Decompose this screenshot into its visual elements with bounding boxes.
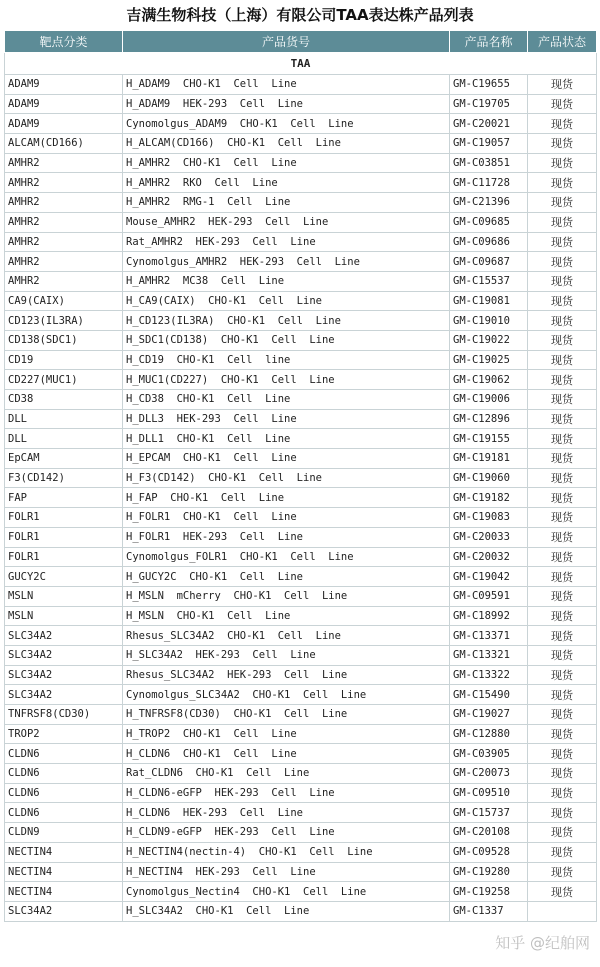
cell-product: H_AMHR2 MC38 Cell Line bbox=[123, 271, 450, 291]
cell-status: 现货 bbox=[528, 291, 597, 311]
cell-target: CD38 bbox=[5, 390, 123, 410]
cell-status: 现货 bbox=[528, 94, 597, 114]
cell-product: H_AMHR2 RMG-1 Cell Line bbox=[123, 193, 450, 213]
cell-code: GM-C19006 bbox=[450, 390, 528, 410]
cell-product: H_CLDN6 HEK-293 Cell Line bbox=[123, 803, 450, 823]
cell-product: H_F3(CD142) CHO-K1 Cell Line bbox=[123, 468, 450, 488]
cell-target: CLDN6 bbox=[5, 764, 123, 784]
product-table bbox=[4, 30, 597, 922]
cell-product: H_CLDN6-eGFP HEK-293 Cell Line bbox=[123, 783, 450, 803]
table-row bbox=[5, 626, 597, 646]
cell-target: SLC34A2 bbox=[5, 901, 123, 921]
cell-product: H_CD123(IL3RA) CHO-K1 Cell Line bbox=[123, 311, 450, 331]
cell-status: 现货 bbox=[528, 429, 597, 449]
cell-target: CD123(IL3RA) bbox=[5, 311, 123, 331]
cell-product: H_TROP2 CHO-K1 Cell Line bbox=[123, 724, 450, 744]
cell-code: GM-C03851 bbox=[450, 153, 528, 173]
table-row bbox=[5, 173, 597, 193]
cell-target: DLL bbox=[5, 409, 123, 429]
cell-target: DLL bbox=[5, 429, 123, 449]
cell-code: GM-C18992 bbox=[450, 606, 528, 626]
cell-status: 现货 bbox=[528, 330, 597, 350]
cell-product: Cynomolgus_AMHR2 HEK-293 Cell Line bbox=[123, 252, 450, 272]
cell-code: GM-C12896 bbox=[450, 409, 528, 429]
cell-product: Cynomolgus_ADAM9 CHO-K1 Cell Line bbox=[123, 114, 450, 134]
cell-code: GM-C13371 bbox=[450, 626, 528, 646]
cell-target: FOLR1 bbox=[5, 527, 123, 547]
cell-target: AMHR2 bbox=[5, 173, 123, 193]
table-row bbox=[5, 606, 597, 626]
cell-product: H_DLL3 HEK-293 Cell Line bbox=[123, 409, 450, 429]
cell-status: 现货 bbox=[528, 350, 597, 370]
cell-product: H_SDC1(CD138) CHO-K1 Cell Line bbox=[123, 330, 450, 350]
cell-status: 现货 bbox=[528, 586, 597, 606]
cell-product: H_ADAM9 CHO-K1 Cell Line bbox=[123, 75, 450, 95]
cell-status: 现货 bbox=[528, 744, 597, 764]
cell-code: GM-C12880 bbox=[450, 724, 528, 744]
cell-code: GM-C19025 bbox=[450, 350, 528, 370]
cell-target: FOLR1 bbox=[5, 508, 123, 528]
cell-code: GM-C21396 bbox=[450, 193, 528, 213]
cell-product: H_CD38 CHO-K1 Cell Line bbox=[123, 390, 450, 410]
cell-product: H_AMHR2 RKO Cell Line bbox=[123, 173, 450, 193]
cell-code: GM-C09528 bbox=[450, 842, 528, 862]
cell-status: 现货 bbox=[528, 803, 597, 823]
cell-product: Cynomolgus_Nectin4 CHO-K1 Cell Line bbox=[123, 882, 450, 902]
table-row bbox=[5, 882, 597, 902]
cell-target: FOLR1 bbox=[5, 547, 123, 567]
cell-target: TROP2 bbox=[5, 724, 123, 744]
cell-code: GM-C19258 bbox=[450, 882, 528, 902]
cell-code: GM-C19083 bbox=[450, 508, 528, 528]
cell-status: 现货 bbox=[528, 626, 597, 646]
cell-code: GM-C11728 bbox=[450, 173, 528, 193]
cell-status: 现货 bbox=[528, 783, 597, 803]
cell-code: GM-C15537 bbox=[450, 271, 528, 291]
table-row bbox=[5, 783, 597, 803]
cell-product: H_FOLR1 HEK-293 Cell Line bbox=[123, 527, 450, 547]
table-row bbox=[5, 370, 597, 390]
table-row bbox=[5, 665, 597, 685]
cell-code: GM-C13321 bbox=[450, 645, 528, 665]
cell-code: GM-C15490 bbox=[450, 685, 528, 705]
table-row bbox=[5, 94, 597, 114]
cell-status: 现货 bbox=[528, 665, 597, 685]
cell-code: GM-C19280 bbox=[450, 862, 528, 882]
cell-product: Cynomolgus_SLC34A2 CHO-K1 Cell Line bbox=[123, 685, 450, 705]
cell-code: GM-C20033 bbox=[450, 527, 528, 547]
cell-product: H_MSLN mCherry CHO-K1 Cell Line bbox=[123, 586, 450, 606]
table-row bbox=[5, 311, 597, 331]
table-row bbox=[5, 567, 597, 587]
cell-status: 现货 bbox=[528, 409, 597, 429]
table-row bbox=[5, 724, 597, 744]
cell-target: CLDN6 bbox=[5, 803, 123, 823]
table-row bbox=[5, 114, 597, 134]
cell-status: 现货 bbox=[528, 114, 597, 134]
table-row bbox=[5, 390, 597, 410]
cell-target: AMHR2 bbox=[5, 232, 123, 252]
table-row bbox=[5, 212, 597, 232]
cell-code: GM-C20032 bbox=[450, 547, 528, 567]
table-row bbox=[5, 862, 597, 882]
cell-target: NECTIN4 bbox=[5, 882, 123, 902]
cell-target: CD19 bbox=[5, 350, 123, 370]
cell-code: GM-C09686 bbox=[450, 232, 528, 252]
cell-product: H_CD19 CHO-K1 Cell line bbox=[123, 350, 450, 370]
cell-status: 现货 bbox=[528, 311, 597, 331]
cell-product: H_MUC1(CD227) CHO-K1 Cell Line bbox=[123, 370, 450, 390]
watermark: 知乎 @纪舶网 bbox=[495, 934, 590, 952]
cell-status: 现货 bbox=[528, 823, 597, 843]
section-label: TAA bbox=[5, 53, 597, 75]
cell-code: GM-C19182 bbox=[450, 488, 528, 508]
cell-status: 现货 bbox=[528, 193, 597, 213]
cell-code: GM-C19027 bbox=[450, 705, 528, 725]
cell-target: F3(CD142) bbox=[5, 468, 123, 488]
cell-target: GUCY2C bbox=[5, 567, 123, 587]
cell-product: H_CA9(CAIX) CHO-K1 Cell Line bbox=[123, 291, 450, 311]
cell-product: H_EPCAM CHO-K1 Cell Line bbox=[123, 449, 450, 469]
cell-target: AMHR2 bbox=[5, 153, 123, 173]
cell-code: GM-C19705 bbox=[450, 94, 528, 114]
cell-target: CLDN9 bbox=[5, 823, 123, 843]
cell-status: 现货 bbox=[528, 724, 597, 744]
cell-product: H_SLC34A2 CHO-K1 Cell Line bbox=[123, 901, 450, 921]
table-row bbox=[5, 153, 597, 173]
cell-target: MSLN bbox=[5, 586, 123, 606]
table-row bbox=[5, 429, 597, 449]
table-row bbox=[5, 134, 597, 154]
cell-status: 现货 bbox=[528, 527, 597, 547]
cell-status: 现货 bbox=[528, 173, 597, 193]
cell-status: 现货 bbox=[528, 212, 597, 232]
table-row bbox=[5, 685, 597, 705]
cell-product: H_MSLN CHO-K1 Cell Line bbox=[123, 606, 450, 626]
cell-code: GM-C09591 bbox=[450, 586, 528, 606]
cell-code: GM-C19057 bbox=[450, 134, 528, 154]
table-row bbox=[5, 508, 597, 528]
cell-code: GM-C19155 bbox=[450, 429, 528, 449]
cell-code: GM-C09687 bbox=[450, 252, 528, 272]
cell-product: Mouse_AMHR2 HEK-293 Cell Line bbox=[123, 212, 450, 232]
cell-status: 现货 bbox=[528, 685, 597, 705]
cell-product: H_FAP CHO-K1 Cell Line bbox=[123, 488, 450, 508]
table-row bbox=[5, 547, 597, 567]
cell-status: 现货 bbox=[528, 567, 597, 587]
cell-status: 现货 bbox=[528, 390, 597, 410]
cell-code: GM-C09510 bbox=[450, 783, 528, 803]
cell-status: 现货 bbox=[528, 606, 597, 626]
cell-code: GM-C19060 bbox=[450, 468, 528, 488]
cell-target: SLC34A2 bbox=[5, 645, 123, 665]
cell-target: ALCAM(CD166) bbox=[5, 134, 123, 154]
table-row bbox=[5, 449, 597, 469]
cell-status: 现货 bbox=[528, 370, 597, 390]
cell-product: Rhesus_SLC34A2 CHO-K1 Cell Line bbox=[123, 626, 450, 646]
cell-status: 现货 bbox=[528, 862, 597, 882]
table-row bbox=[5, 764, 597, 784]
cell-code: GM-C19081 bbox=[450, 291, 528, 311]
table-row bbox=[5, 803, 597, 823]
cell-status: 现货 bbox=[528, 449, 597, 469]
cell-code: GM-C13322 bbox=[450, 665, 528, 685]
cell-target: ADAM9 bbox=[5, 94, 123, 114]
cell-code: GM-C20108 bbox=[450, 823, 528, 843]
table-row bbox=[5, 705, 597, 725]
cell-status: 现货 bbox=[528, 645, 597, 665]
cell-product: H_NECTIN4(nectin-4) CHO-K1 Cell Line bbox=[123, 842, 450, 862]
cell-code: GM-C19062 bbox=[450, 370, 528, 390]
cell-code: GM-C19010 bbox=[450, 311, 528, 331]
header-product-status: 产品状态 bbox=[528, 31, 597, 53]
table-row bbox=[5, 271, 597, 291]
header-product-sku: 产品货号 bbox=[123, 31, 450, 53]
table-row bbox=[5, 193, 597, 213]
cell-target: AMHR2 bbox=[5, 271, 123, 291]
cell-target: AMHR2 bbox=[5, 193, 123, 213]
cell-code: GM-C19042 bbox=[450, 567, 528, 587]
cell-status: 现货 bbox=[528, 508, 597, 528]
cell-status: 现货 bbox=[528, 153, 597, 173]
cell-status: 现货 bbox=[528, 271, 597, 291]
table-row bbox=[5, 842, 597, 862]
cell-code: GM-C15737 bbox=[450, 803, 528, 823]
header-product-name: 产品名称 bbox=[450, 31, 528, 53]
cell-code: GM-C20073 bbox=[450, 764, 528, 784]
cell-code: GM-C03905 bbox=[450, 744, 528, 764]
cell-target: NECTIN4 bbox=[5, 842, 123, 862]
cell-target: CD138(SDC1) bbox=[5, 330, 123, 350]
cell-target: ADAM9 bbox=[5, 75, 123, 95]
cell-product: H_ALCAM(CD166) CHO-K1 Cell Line bbox=[123, 134, 450, 154]
cell-target: FAP bbox=[5, 488, 123, 508]
cell-target: CLDN6 bbox=[5, 783, 123, 803]
cell-product: Rat_AMHR2 HEK-293 Cell Line bbox=[123, 232, 450, 252]
cell-status: 现货 bbox=[528, 547, 597, 567]
cell-product: H_CLDN9-eGFP HEK-293 Cell Line bbox=[123, 823, 450, 843]
cell-product: Rhesus_SLC34A2 HEK-293 Cell Line bbox=[123, 665, 450, 685]
cell-target: MSLN bbox=[5, 606, 123, 626]
table-row bbox=[5, 409, 597, 429]
table-row bbox=[5, 645, 597, 665]
cell-product: H_TNFRSF8(CD30) CHO-K1 Cell Line bbox=[123, 705, 450, 725]
cell-status: 现货 bbox=[528, 232, 597, 252]
cell-product: H_FOLR1 CHO-K1 Cell Line bbox=[123, 508, 450, 528]
table-row bbox=[5, 586, 597, 606]
cell-product: H_GUCY2C CHO-K1 Cell Line bbox=[123, 567, 450, 587]
cell-status: 现货 bbox=[528, 75, 597, 95]
cell-code: GM-C1337 bbox=[450, 901, 528, 921]
cell-status: 现货 bbox=[528, 468, 597, 488]
cell-product: H_NECTIN4 HEK-293 Cell Line bbox=[123, 862, 450, 882]
table-row bbox=[5, 823, 597, 843]
cell-product: H_AMHR2 CHO-K1 Cell Line bbox=[123, 153, 450, 173]
table-row bbox=[5, 488, 597, 508]
cell-target: CD227(MUC1) bbox=[5, 370, 123, 390]
cell-code: GM-C19655 bbox=[450, 75, 528, 95]
cell-target: CA9(CAIX) bbox=[5, 291, 123, 311]
cell-product: H_CLDN6 CHO-K1 Cell Line bbox=[123, 744, 450, 764]
cell-target: EpCAM bbox=[5, 449, 123, 469]
cell-status: 现货 bbox=[528, 134, 597, 154]
cell-code: GM-C09685 bbox=[450, 212, 528, 232]
table-row bbox=[5, 901, 597, 921]
cell-product: H_SLC34A2 HEK-293 Cell Line bbox=[123, 645, 450, 665]
table-row bbox=[5, 744, 597, 764]
header-target-category: 靶点分类 bbox=[5, 31, 123, 53]
cell-target: CLDN6 bbox=[5, 744, 123, 764]
cell-code: GM-C19181 bbox=[450, 449, 528, 469]
cell-target: TNFRSF8(CD30) bbox=[5, 705, 123, 725]
table-body bbox=[5, 75, 597, 922]
cell-status bbox=[528, 901, 597, 921]
cell-status: 现货 bbox=[528, 705, 597, 725]
table-row bbox=[5, 527, 597, 547]
table-row bbox=[5, 252, 597, 272]
cell-product: Cynomolgus_FOLR1 CHO-K1 Cell Line bbox=[123, 547, 450, 567]
table-row bbox=[5, 291, 597, 311]
cell-status: 现货 bbox=[528, 842, 597, 862]
cell-status: 现货 bbox=[528, 882, 597, 902]
cell-status: 现货 bbox=[528, 764, 597, 784]
cell-status: 现货 bbox=[528, 252, 597, 272]
cell-product: Rat_CLDN6 CHO-K1 Cell Line bbox=[123, 764, 450, 784]
table-row bbox=[5, 75, 597, 95]
cell-target: ADAM9 bbox=[5, 114, 123, 134]
cell-target: AMHR2 bbox=[5, 212, 123, 232]
table-row bbox=[5, 468, 597, 488]
cell-status: 现货 bbox=[528, 488, 597, 508]
cell-code: GM-C20021 bbox=[450, 114, 528, 134]
table-row bbox=[5, 232, 597, 252]
table-header bbox=[5, 31, 597, 53]
cell-target: AMHR2 bbox=[5, 252, 123, 272]
table-row bbox=[5, 350, 597, 370]
cell-product: H_DLL1 CHO-K1 Cell Line bbox=[123, 429, 450, 449]
cell-target: SLC34A2 bbox=[5, 665, 123, 685]
cell-code: GM-C19022 bbox=[450, 330, 528, 350]
cell-target: SLC34A2 bbox=[5, 685, 123, 705]
cell-target: SLC34A2 bbox=[5, 626, 123, 646]
table-row bbox=[5, 330, 597, 350]
page-title: 吉满生物科技（上海）有限公司TAA表达株产品列表 bbox=[126, 6, 474, 24]
cell-product: H_ADAM9 HEK-293 Cell Line bbox=[123, 94, 450, 114]
cell-target: NECTIN4 bbox=[5, 862, 123, 882]
